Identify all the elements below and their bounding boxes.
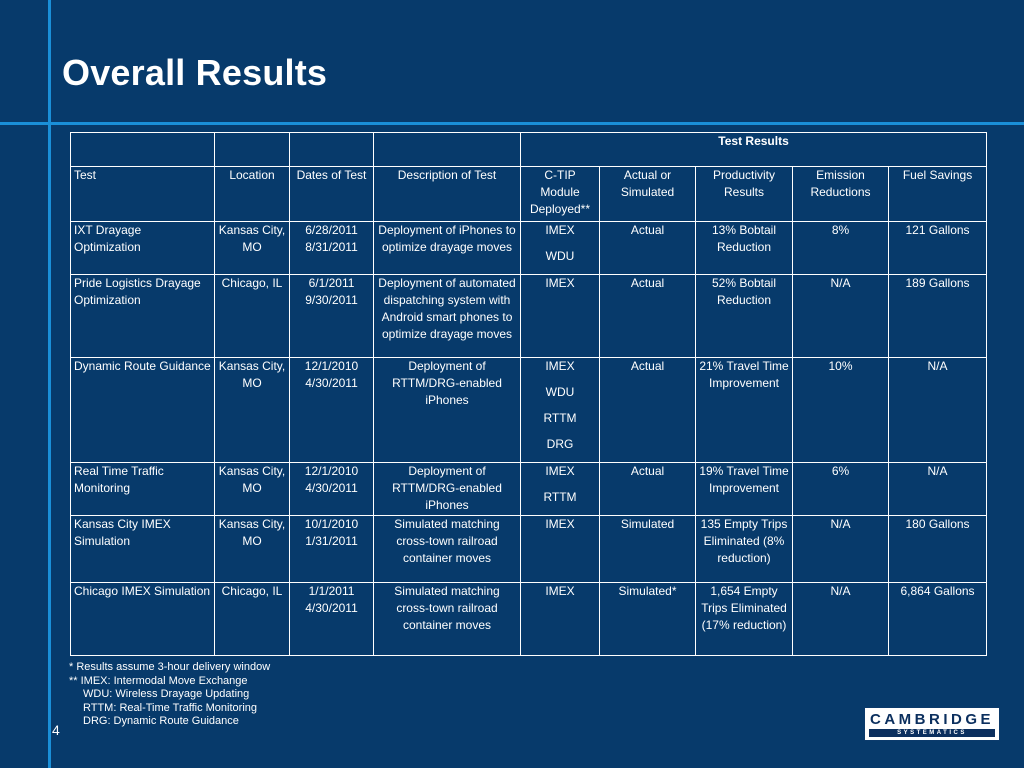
cell-test: Kansas City IMEX Simulation	[71, 516, 215, 583]
cell-emission: 8%	[793, 222, 889, 275]
date-start: 10/1/2010	[304, 517, 359, 531]
cell-actual: Actual	[600, 275, 696, 358]
cell-productivity: 19% Travel Time Improvement	[696, 463, 793, 516]
cell-fuel: N/A	[889, 463, 987, 516]
date-end: 4/30/2011	[305, 481, 358, 495]
table-row	[71, 463, 987, 516]
cell-description: Simulated matching cross-town railroad container moves	[374, 583, 521, 656]
cell-dates	[290, 222, 374, 275]
cell-emission: N/A	[793, 516, 889, 583]
module-name: IMEX	[545, 517, 575, 531]
header-ctip-line: Deployed**	[529, 202, 591, 216]
table-row	[71, 222, 987, 275]
cell-productivity: 135 Empty Trips Eliminated (8% reduction)	[696, 516, 793, 583]
footnote: RTTM: Real-Time Traffic Monitoring	[83, 701, 258, 714]
cell-productivity: 52% Bobtail Reduction	[696, 275, 793, 358]
cell-modules	[521, 463, 600, 516]
header-test: Test	[71, 167, 215, 222]
module-name: IMEX	[545, 223, 575, 237]
header-location: Location	[215, 167, 290, 222]
cell-location: Chicago, IL	[215, 275, 290, 358]
logo-subname: SYSTEMATICS	[869, 729, 995, 737]
cell-emission: 10%	[793, 358, 889, 463]
blank-header-cell	[374, 133, 521, 167]
cell-actual: Actual	[600, 358, 696, 463]
header-actual-or-simulated	[600, 167, 696, 222]
cell-test: IXT Drayage Optimization	[71, 222, 215, 275]
cell-actual: Simulated	[600, 516, 696, 583]
header-productivity	[696, 167, 793, 222]
header-ctip-module	[521, 167, 600, 222]
cell-test: Real Time Traffic Monitoring	[71, 463, 215, 516]
cell-description: Deployment of RTTM/DRG-enabled iPhones	[374, 358, 521, 463]
cell-modules	[521, 222, 600, 275]
table-header-row	[71, 167, 987, 222]
logo-name: CAMBRIDGE	[870, 711, 994, 728]
cell-location: Kansas City, MO	[215, 516, 290, 583]
blank-header-cell	[290, 133, 374, 167]
cell-emission: 6%	[793, 463, 889, 516]
date-start: 12/1/2010	[304, 359, 359, 373]
cell-actual: Actual	[600, 222, 696, 275]
cell-dates	[290, 358, 374, 463]
cell-test: Pride Logistics Drayage Optimization	[71, 275, 215, 358]
cell-actual: Simulated*	[600, 583, 696, 656]
cell-test: Chicago IMEX Simulation	[71, 583, 215, 656]
cell-description: Deployment of automated dispatching system with Android smart phones to optimize drayage moves	[374, 275, 521, 358]
cell-location: Kansas City, MO	[215, 222, 290, 275]
cell-description: Simulated matching cross-town railroad container moves	[374, 516, 521, 583]
cell-test: Dynamic Route Guidance	[71, 358, 215, 463]
cell-dates	[290, 583, 374, 656]
date-start: 12/1/2010	[304, 464, 359, 478]
cambridge-systematics-logo	[864, 707, 1000, 741]
cell-modules	[521, 583, 600, 656]
accent-horizontal-line	[0, 122, 1024, 125]
header-fuel-savings: Fuel Savings	[889, 167, 987, 222]
cell-fuel: N/A	[889, 358, 987, 463]
cell-description: Deployment of iPhones to optimize drayage moves	[374, 222, 521, 275]
header-ctip-line: Module	[540, 185, 580, 199]
module-name: IMEX	[545, 359, 575, 373]
cell-productivity: 1,654 Empty Trips Eliminated (17% reduction)	[696, 583, 793, 656]
module-name: DRG	[546, 437, 574, 451]
date-end: 1/31/2011	[305, 534, 358, 548]
cell-fuel: 121 Gallons	[889, 222, 987, 275]
accent-vertical-line	[48, 0, 51, 768]
header-productivity-line: Results	[723, 185, 764, 199]
table-row	[71, 275, 987, 358]
header-emission	[793, 167, 889, 222]
header-ctip-line: C-TIP	[544, 168, 576, 182]
date-start: 6/28/2011	[305, 223, 358, 237]
blank-header-cell	[71, 133, 215, 167]
cell-productivity: 21% Travel Time Improvement	[696, 358, 793, 463]
table-row	[71, 516, 987, 583]
cell-location: Chicago, IL	[215, 583, 290, 656]
table-row	[71, 583, 987, 656]
header-description: Description of Test	[374, 167, 521, 222]
module-name: RTTM	[543, 490, 577, 504]
header-emission-line: Emission	[816, 168, 865, 182]
cell-fuel: 189 Gallons	[889, 275, 987, 358]
module-name: WDU	[545, 249, 575, 263]
footnote: ** IMEX: Intermodal Move Exchange	[69, 674, 248, 687]
cell-dates	[290, 516, 374, 583]
slide-title: Overall Results	[62, 52, 328, 93]
header-actual-line: Actual or	[623, 168, 672, 182]
date-start: 1/1/2011	[308, 584, 355, 598]
footnote: WDU: Wireless Drayage Updating	[83, 688, 250, 700]
date-start: 6/1/2011	[308, 276, 355, 290]
header-productivity-line: Productivity	[712, 168, 776, 182]
module-name: RTTM	[543, 411, 577, 425]
header-emission-line: Reductions	[810, 185, 871, 199]
cell-location: Kansas City, MO	[215, 463, 290, 516]
table-group-header-row	[71, 133, 987, 167]
blank-header-cell	[215, 133, 290, 167]
cell-description: Deployment of RTTM/DRG-enabled iPhones	[374, 463, 521, 516]
module-name: IMEX	[545, 276, 575, 290]
cell-productivity: 13% Bobtail Reduction	[696, 222, 793, 275]
cell-modules	[521, 516, 600, 583]
footnote: * Results assume 3-hour delivery window	[69, 661, 271, 673]
results-table	[70, 132, 987, 656]
date-end: 9/30/2011	[305, 293, 358, 307]
cell-emission: N/A	[793, 275, 889, 358]
footnotes	[69, 661, 270, 729]
module-name: WDU	[545, 385, 575, 399]
cell-emission: N/A	[793, 583, 889, 656]
cell-modules	[521, 275, 600, 358]
cell-location: Kansas City, MO	[215, 358, 290, 463]
cell-modules	[521, 358, 600, 463]
cell-fuel: 180 Gallons	[889, 516, 987, 583]
date-end: 8/31/2011	[305, 240, 358, 254]
cell-dates	[290, 275, 374, 358]
footnote: DRG: Dynamic Route Guidance	[83, 715, 239, 727]
date-end: 4/30/2011	[305, 601, 358, 615]
page-number: 4	[52, 722, 60, 738]
cell-dates	[290, 463, 374, 516]
header-dates: Dates of Test	[290, 167, 374, 222]
module-name: IMEX	[545, 584, 575, 598]
table-row	[71, 358, 987, 463]
header-actual-line: Simulated	[620, 185, 675, 199]
module-name: IMEX	[545, 464, 575, 478]
cell-actual: Actual	[600, 463, 696, 516]
date-end: 4/30/2011	[305, 376, 358, 390]
cell-fuel: 6,864 Gallons	[889, 583, 987, 656]
test-results-group-header: Test Results	[521, 133, 987, 167]
